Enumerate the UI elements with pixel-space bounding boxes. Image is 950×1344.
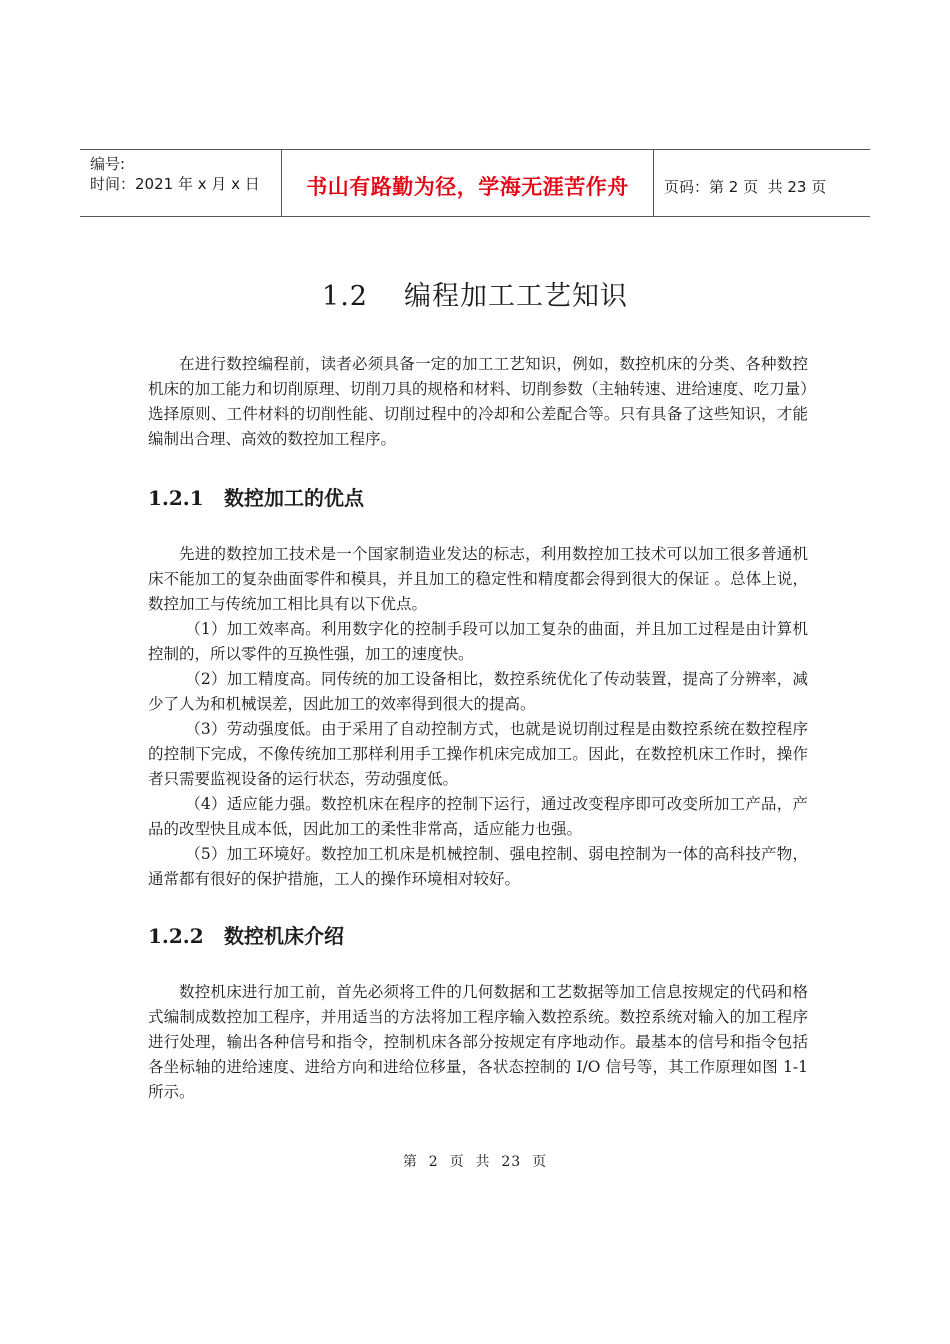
- footer-page-number: 第 2 页 共 23 页: [402, 1154, 548, 1170]
- subsection-heading-1: [148, 482, 364, 511]
- subsection-number-1: 1.2.1: [148, 486, 204, 510]
- advantages-intro: 先进的数控加工技术是一个国家制造业发达的标志，利用数控加工技术可以加工很多普通机床不能加工的复杂曲面零件和模具，并且加工的稳定性和精度都会得到很大的保证 。总体上说，数控加工与传统加工相比具有以下优点。: [148, 545, 808, 613]
- subsection-number-2: 1.2.2: [148, 924, 204, 948]
- header-motto: 书山有路勤为径，学海无涯苦作舟: [306, 175, 629, 199]
- subsection-title-1: 数控加工的优点: [224, 486, 364, 510]
- intro-paragraph: 在进行数控编程前，读者必须具备一定的加工工艺知识，例如，数控机床的分类、各种数控机床的加工能力和切削原理、切削刀具的规格和材料、切削参数（主轴转速、进给速度、吃刀量）选择原则、工件材料的切削性能、切削过程中的冷却和公差配合等。只有具备了这些知识，才能编制出合理、高效的数控加工程序。: [148, 355, 808, 448]
- header-motto-cell: [281, 150, 654, 216]
- header-page-info-cell: [654, 150, 870, 216]
- doc-date: 时间：2021 年 x 月 x 日: [90, 175, 260, 193]
- advantage-item-1: （1）加工效率高。利用数字化的控制手段可以加工复杂的曲面，并且加工过程是由计算机控制的，所以零件的互换性强，加工的速度快。: [148, 620, 808, 663]
- subsection-heading-2: [148, 920, 344, 949]
- advantage-item-3: （3）劳动强度低。由于采用了自动控制方式，也就是说切削过程是由数控系统在数控程序的控制下完成，不像传统加工那样利用手工操作机床完成加工。因此，在数控机床工作时，操作者只需要监视设备的运行状态，劳动强度低。: [148, 720, 808, 788]
- section-title-text: 编程加工工艺知识: [403, 281, 628, 312]
- section-title-number: 1.2: [322, 281, 368, 312]
- header-page-info: 页码：第 2 页 共 23 页: [664, 177, 827, 196]
- advantages-block: [148, 542, 808, 892]
- advantage-item-4: （4）适应能力强。数控机床在程序的控制下运行，通过改变程序即可改变所加工产品，产品的改型快且成本低，因此加工的柔性非常高，适应能力也强。: [148, 795, 808, 838]
- subsection-title-2: 数控机床介绍: [224, 924, 344, 948]
- page-footer: [0, 1151, 950, 1171]
- header-meta: [80, 150, 281, 216]
- advantage-item-2: （2）加工精度高。同传统的加工设备相比，数控系统优化了传动装置，提高了分辨率，减少了人为和机械误差，因此加工的效率得到很大的提高。: [148, 670, 808, 713]
- machine-intro-paragraph: 数控机床进行加工前，首先必须将工件的几何数据和工艺数据等加工信息按规定的代码和格式编制成数控加工程序，并用适当的方法将加工程序输入数控系统。数控系统对输入的加工程序进行处理，输出各种信号和指令，控制机床各部分按规定有序地动作。最基本的信号和指令包括各坐标轴的进给速度、进给方向和进给位移量，各状态控制的 I/O 信号等，其工作原理如图 1-1 所示。: [148, 983, 808, 1101]
- document-header: [80, 149, 870, 217]
- section-title: [0, 274, 950, 313]
- advantage-item-5: （5）加工环境好。数控加工机床是机械控制、强电控制、弱电控制为一体的高科技产物，通常都有很好的保护措施，工人的操作环境相对较好。: [148, 845, 808, 888]
- doc-number-label: 编号:: [90, 155, 126, 173]
